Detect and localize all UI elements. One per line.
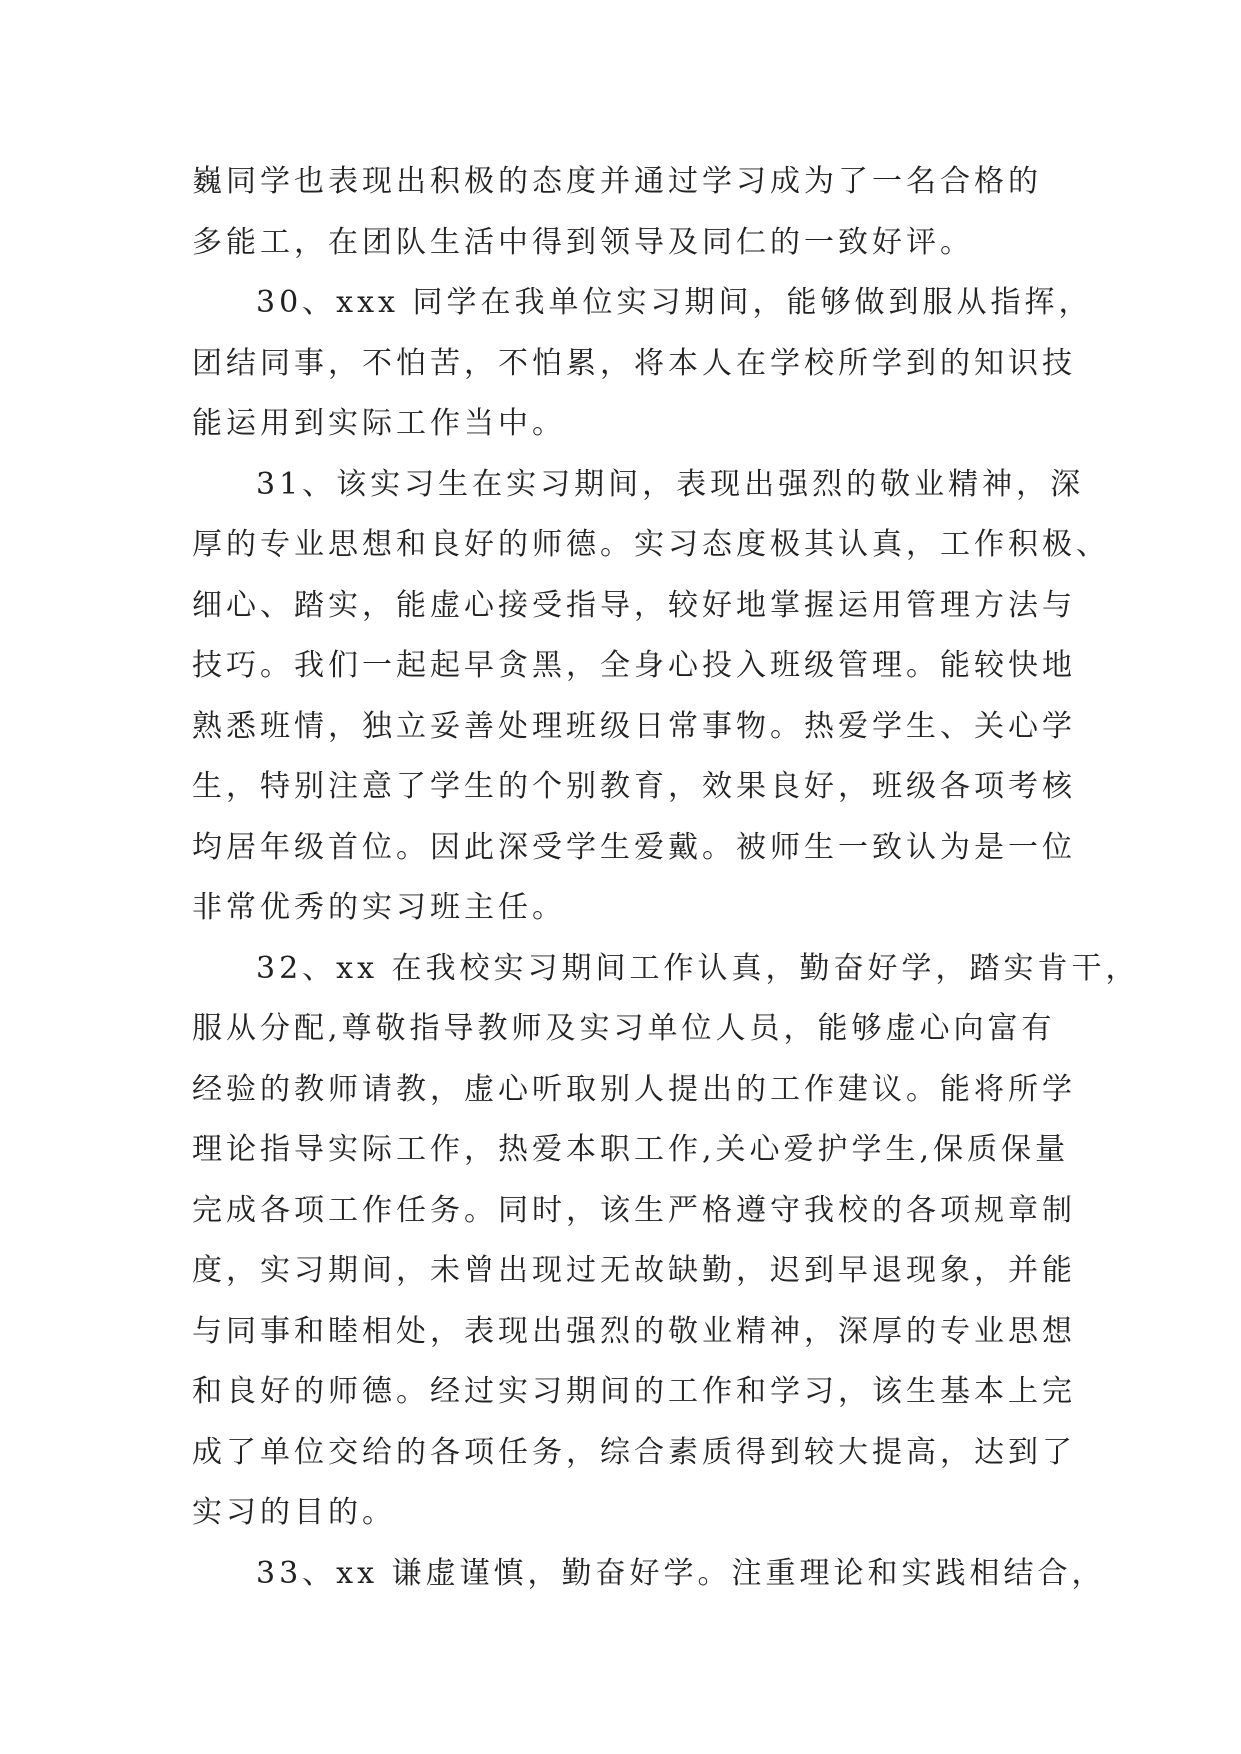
paragraph-31-start: 31、该实习生在实习期间，表现出强烈的敬业精神，深 bbox=[256, 466, 1085, 502]
paragraph-30-start: 30、xxx 同学在我单位实习期间，能够做到服从指挥， bbox=[256, 285, 1093, 320]
text-line: 完成各项工作任务。同时，该生严格遵守我校的各项规章制 bbox=[192, 1192, 1076, 1228]
text-line: 成了单位交给的各项任务，综合素质得到较大提高，达到了 bbox=[192, 1434, 1076, 1470]
text-line: 理论指导实际工作，热爱本职工作,关心爱护学生,保质保量 bbox=[192, 1132, 1070, 1167]
text-line: 与同事和睦相处，表现出强烈的敬业精神，深厚的专业思想 bbox=[192, 1313, 1076, 1349]
text-line: 熟悉班情，独立妥善处理班级日常事物。热爱学生、关心学 bbox=[192, 708, 1076, 744]
text-line: 生，特别注意了学生的个别教育，效果良好，班级各项考核 bbox=[192, 769, 1076, 804]
text-line: 技巧。我们一起起早贪黑，全身心投入班级管理。能较快地 bbox=[192, 648, 1076, 683]
text-line: 能运用到实际工作当中。 bbox=[192, 406, 566, 441]
text-line: 团结同事，不怕苦，不怕累，将本人在学校所学到的知识技 bbox=[192, 345, 1076, 381]
text-line: 实习的目的。 bbox=[192, 1495, 396, 1530]
text-line: 经验的教师请教，虚心听取别人提出的工作建议。能将所学 bbox=[192, 1071, 1076, 1107]
text-line: 细心、踏实，能虚心接受指导，较好地掌握运用管理方法与 bbox=[192, 587, 1076, 623]
paragraph-33-start: 33、xx 谦虚谨慎，勤奋好学。注重理论和实践相结合， bbox=[256, 1555, 1106, 1591]
text-line: 多能工，在团队生活中得到领导及同仁的一致好评。 bbox=[192, 224, 974, 260]
text-line: 和良好的师德。经过实习期间的工作和学习，该生基本上完 bbox=[192, 1374, 1076, 1409]
text-line: 厚的专业思想和良好的师德。实习态度极其认真，工作积极、 bbox=[192, 527, 1110, 562]
document-body bbox=[192, 152, 1140, 1604]
text-line: 非常优秀的实习班主任。 bbox=[192, 890, 566, 925]
text-line: 均居年级首位。因此深受学生爱戴。被师生一致认为是一位 bbox=[192, 829, 1076, 865]
text-line: 巍同学也表现出积极的态度并通过学习成为了一名合格的 bbox=[192, 164, 1042, 199]
text-line: 度，实习期间，未曾出现过无故缺勤，迟到早退现象，并能 bbox=[192, 1253, 1076, 1288]
text-line: 服从分配,尊敬指导教师及实习单位人员，能够虚心向富有 bbox=[192, 1011, 1056, 1046]
paragraph-32-start: 32、xx 在我校实习期间工作认真，勤奋好学，踏实肯干， bbox=[256, 950, 1140, 986]
